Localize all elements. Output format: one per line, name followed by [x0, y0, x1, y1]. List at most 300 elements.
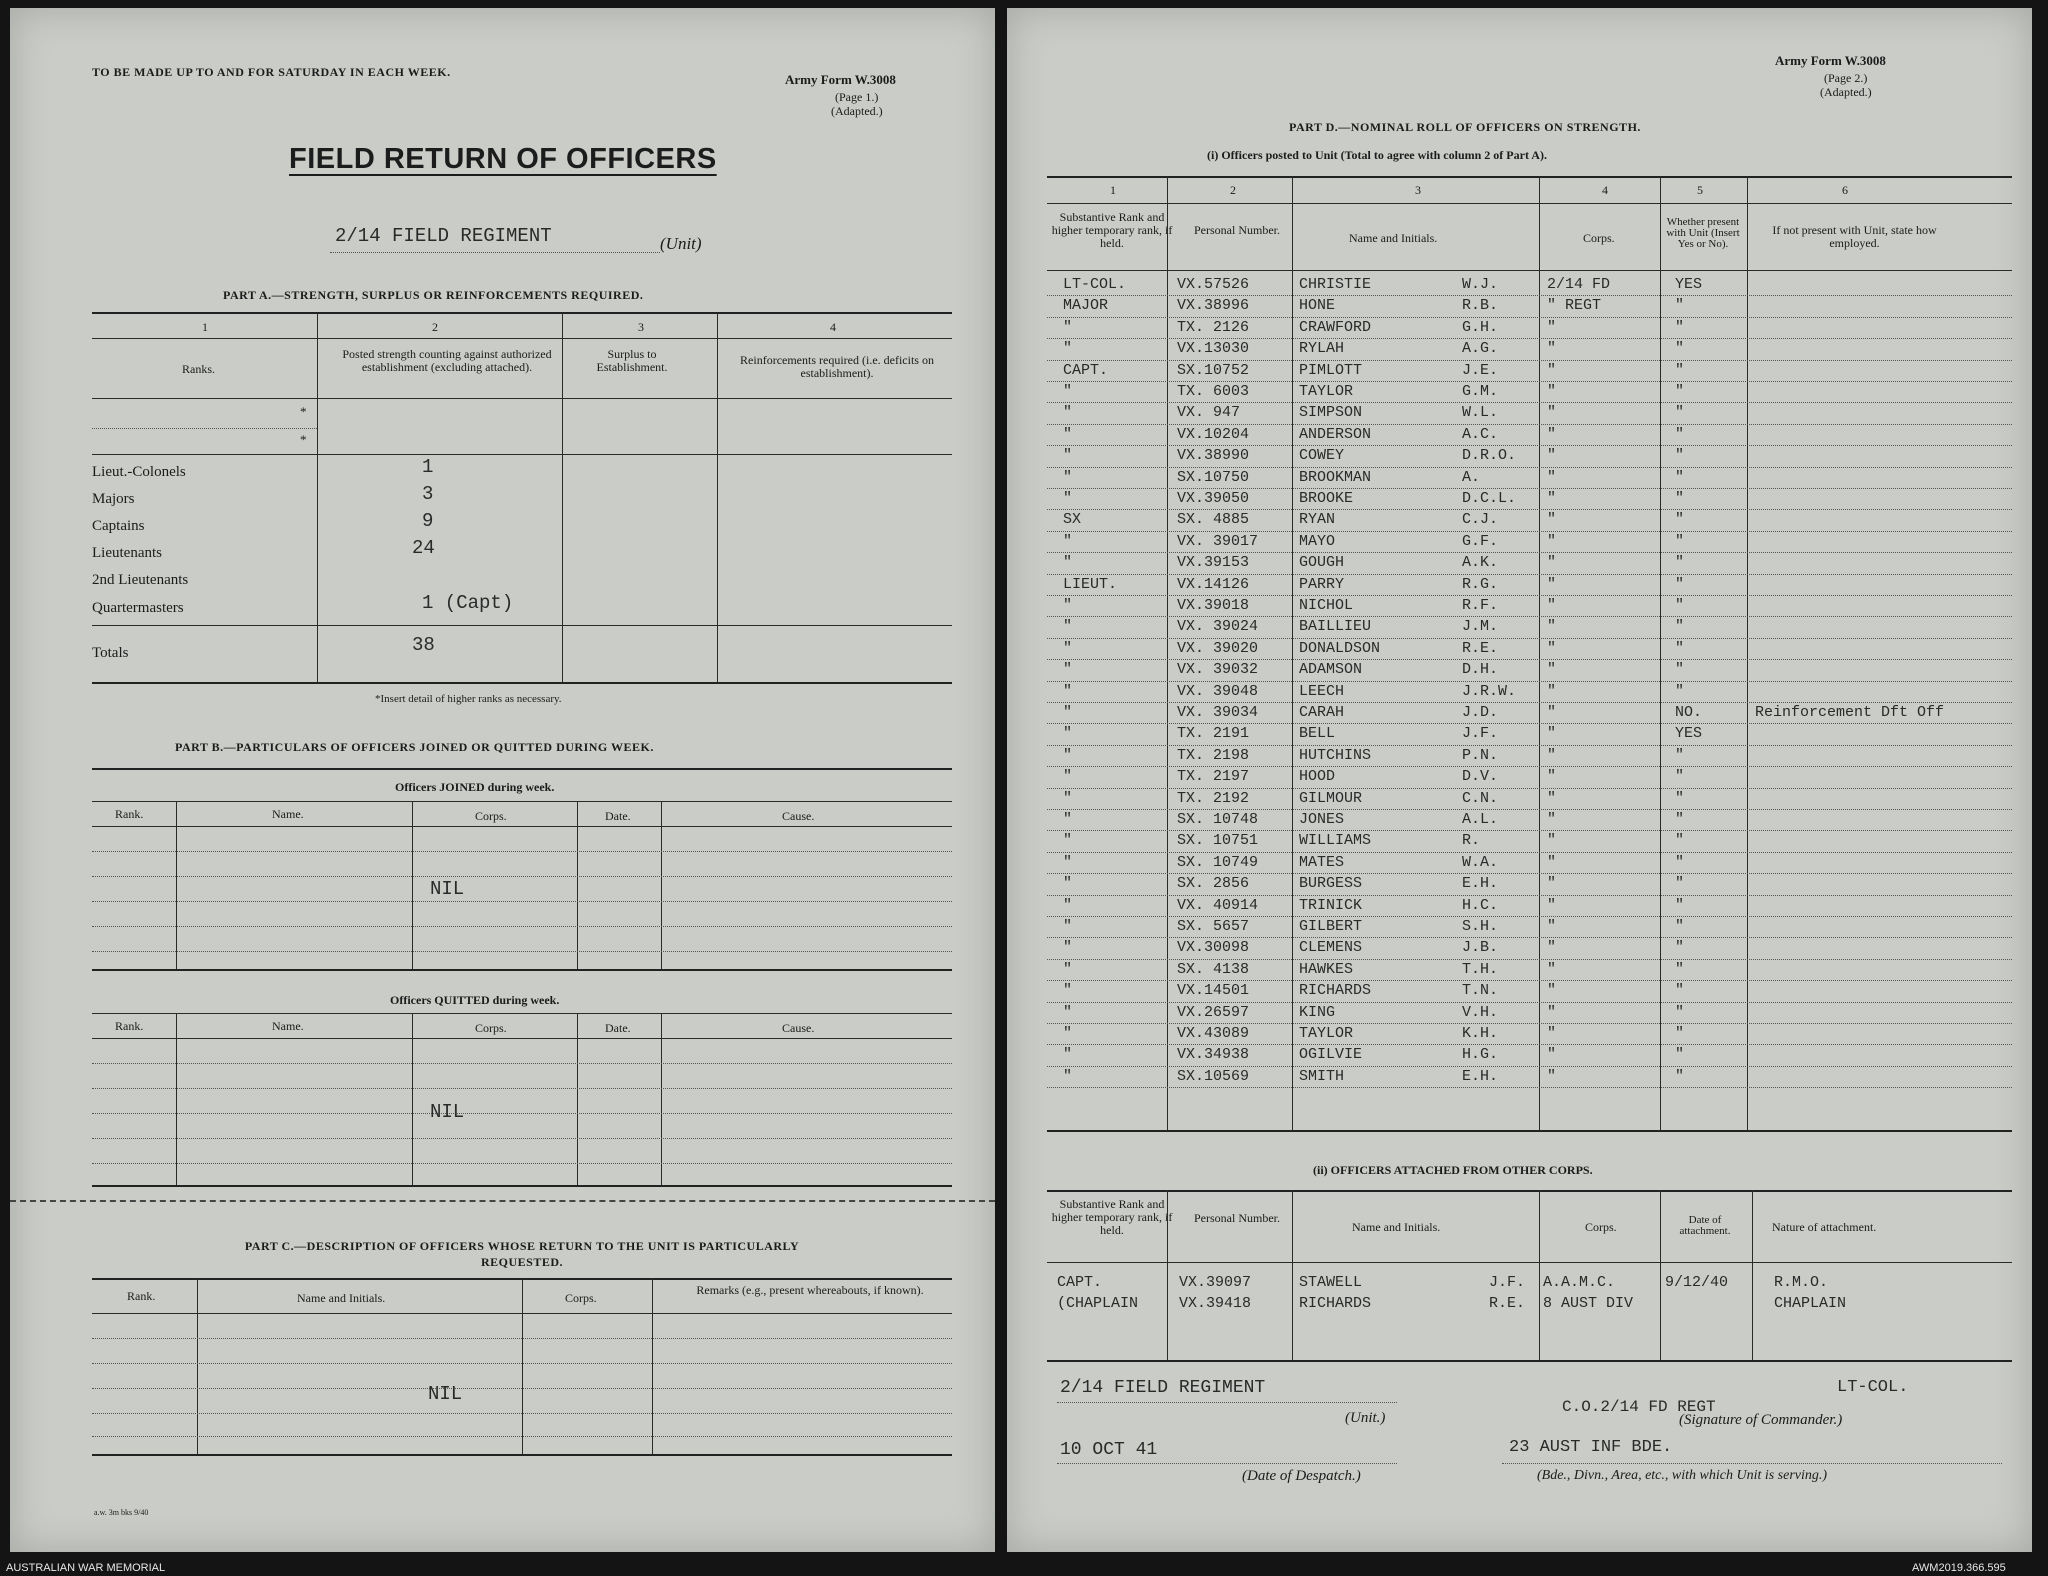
- officer-rank: ": [1063, 853, 1073, 871]
- officer-corps: ": [1547, 682, 1557, 700]
- officer-corps: ": [1547, 490, 1557, 507]
- officer-name: CARAH: [1299, 704, 1345, 721]
- officer-present: ": [1675, 447, 1685, 465]
- officer-rank: ": [1063, 1003, 1073, 1021]
- officer-rank: ": [1063, 447, 1073, 465]
- officer-initials: D.C.L.: [1462, 490, 1517, 507]
- officer-name: BROOKMAN: [1299, 468, 1372, 486]
- officer-initials: A.C.: [1462, 425, 1499, 443]
- col-number: 6: [1842, 183, 1848, 197]
- officer-corps: 2/14 FD: [1547, 276, 1611, 293]
- officer-number: VX. 39048: [1177, 682, 1259, 700]
- officer-name: PIMLOTT: [1299, 361, 1363, 379]
- officer-number: VX. 39020: [1177, 639, 1259, 657]
- col-header-corps: Corps.: [1583, 231, 1615, 245]
- quitted-nil: NIL: [430, 1101, 465, 1123]
- officer-corps: ": [1547, 789, 1557, 807]
- attached-initials: R.E.: [1489, 1295, 1526, 1312]
- officer-initials: R.E.: [1462, 639, 1499, 657]
- officer-number: VX. 947: [1177, 404, 1241, 422]
- officer-corps: ": [1547, 318, 1557, 336]
- officer-present: ": [1675, 425, 1685, 443]
- officer-name: GILBERT: [1299, 918, 1363, 935]
- officer-corps: ": [1547, 746, 1557, 764]
- rank-label: Captains: [92, 518, 145, 534]
- officer-initials: V.H.: [1462, 1003, 1499, 1021]
- officer-number: VX.38996: [1177, 297, 1250, 315]
- officer-corps: ": [1547, 361, 1557, 379]
- col-number: 4: [1602, 183, 1608, 197]
- officer-number: VX.38990: [1177, 447, 1250, 465]
- officer-corps: ": [1547, 383, 1557, 400]
- officer-number: TX. 2198: [1177, 746, 1250, 764]
- officer-initials: S.H.: [1462, 918, 1499, 935]
- officer-rank: ": [1063, 768, 1073, 786]
- officer-rank: ": [1063, 404, 1073, 422]
- joined-col-rank: Rank.: [115, 807, 144, 821]
- officer-corps: ": [1547, 832, 1557, 850]
- officer-present: YES: [1675, 725, 1703, 743]
- officer-rank: ": [1063, 597, 1073, 614]
- officer-present: ": [1675, 789, 1685, 807]
- officer-corps: ": [1547, 597, 1557, 614]
- rank-label: Majors: [92, 491, 135, 507]
- officer-present: ": [1675, 383, 1685, 400]
- attached-nature: R.M.O.: [1774, 1274, 1829, 1291]
- signature-label: (Signature of Commander.): [1679, 1412, 1843, 1428]
- asterisk-mark: *: [300, 432, 307, 447]
- attached-col-date: Date of attachment.: [1679, 1214, 1731, 1237]
- officer-present: ": [1675, 768, 1685, 786]
- fold-line: [10, 1200, 995, 1202]
- officer-number: VX.30098: [1177, 939, 1250, 957]
- part-a-heading: PART A.—STRENGTH, SURPLUS OR REINFORCEMENTS REQUIRED.: [223, 288, 644, 302]
- officer-initials: A.K.: [1462, 554, 1499, 572]
- officer-present: ": [1675, 811, 1685, 828]
- part-c-col-rank: Rank.: [127, 1289, 156, 1303]
- adapted-label: (Adapted.): [831, 104, 883, 118]
- officer-number: VX. 39017: [1177, 532, 1259, 550]
- officer-initials: K.H.: [1462, 1025, 1499, 1042]
- officer-present: ": [1675, 468, 1685, 486]
- officer-corps: ": [1547, 1003, 1557, 1021]
- officer-initials: J.B.: [1462, 939, 1499, 957]
- totals-label: Totals: [92, 645, 129, 661]
- officer-corps: ": [1547, 661, 1557, 679]
- officer-name: WILLIAMS: [1299, 832, 1372, 850]
- officer-corps: ": [1547, 1067, 1557, 1085]
- attached-number: VX.39097: [1179, 1274, 1252, 1291]
- attached-name: STAWELL: [1299, 1274, 1363, 1291]
- officer-initials: P.N.: [1462, 746, 1499, 764]
- officer-rank: SX: [1063, 511, 1082, 529]
- officer-rank: MAJOR: [1063, 297, 1109, 315]
- officer-initials: T.H.: [1462, 960, 1499, 978]
- officer-number: VX.34938: [1177, 1046, 1250, 1064]
- officer-number: VX.39018: [1177, 597, 1250, 614]
- part-b-heading: PART B.—PARTICULARS OF OFFICERS JOINED OR QUITTED DURING WEEK.: [175, 740, 654, 754]
- rank-label: Lieutenants: [92, 545, 162, 561]
- officer-present: NO.: [1675, 704, 1703, 721]
- attached-name: RICHARDS: [1299, 1295, 1372, 1312]
- officer-rank: ": [1063, 383, 1073, 400]
- quitted-heading: Officers QUITTED during week.: [390, 993, 560, 1007]
- officer-present: ": [1675, 511, 1685, 529]
- officer-initials: D.H.: [1462, 661, 1499, 679]
- officer-present: ": [1675, 639, 1685, 657]
- officer-name: HOOD: [1299, 768, 1336, 786]
- despatch-label: (Date of Despatch.): [1242, 1468, 1361, 1484]
- officer-name: HAWKES: [1299, 960, 1354, 978]
- officer-number: VX.57526: [1177, 276, 1250, 293]
- col-header-rank: Substantive Rank and higher temporary rank, if held.: [1051, 210, 1173, 250]
- officer-corps: ": [1547, 554, 1557, 572]
- officer-number: VX.14126: [1177, 575, 1250, 593]
- col-number: 2: [1230, 183, 1236, 197]
- despatch-date: 10 OCT 41: [1060, 1440, 1158, 1460]
- officer-initials: H.G.: [1462, 1046, 1499, 1064]
- joined-col-date: Date.: [605, 809, 631, 823]
- col-number: 5: [1697, 183, 1703, 197]
- officer-initials: D.V.: [1462, 768, 1499, 786]
- asterisk-mark: *: [300, 404, 307, 419]
- officer-number: SX. 4138: [1177, 960, 1250, 978]
- right-page: [1007, 8, 2032, 1552]
- officer-initials: D.R.O.: [1462, 447, 1517, 465]
- officer-present: ": [1675, 982, 1685, 1000]
- officer-rank: ": [1063, 554, 1073, 572]
- officer-rank: ": [1063, 1046, 1073, 1064]
- officer-rank: ": [1063, 532, 1073, 550]
- officer-name: TAYLOR: [1299, 1025, 1354, 1042]
- officer-corps: ": [1547, 639, 1557, 657]
- officer-initials: C.J.: [1462, 511, 1499, 529]
- officer-number: SX. 2856: [1177, 875, 1250, 893]
- officer-name: RYAN: [1299, 511, 1336, 529]
- unit-label: (Unit.): [1345, 1410, 1386, 1426]
- officer-corps: ": [1547, 511, 1557, 529]
- officer-initials: R.G.: [1462, 575, 1499, 593]
- officer-rank: ": [1063, 960, 1073, 978]
- posted-value: 3: [422, 483, 434, 505]
- officer-present: ": [1675, 490, 1685, 507]
- officer-number: SX.10750: [1177, 468, 1250, 486]
- officer-number: VX.10204: [1177, 425, 1250, 443]
- officer-rank: ": [1063, 490, 1073, 507]
- col-header-reinforcements: Reinforcements required (i.e. deficits on establishment).: [740, 353, 934, 380]
- officer-name: TAYLOR: [1299, 383, 1354, 400]
- officer-number: VX. 40914: [1177, 896, 1259, 914]
- officer-corps: ": [1547, 618, 1557, 636]
- officer-name: MATES: [1299, 853, 1345, 871]
- officer-rank: ": [1063, 939, 1073, 957]
- officer-corps: ": [1547, 725, 1557, 743]
- officer-present: ": [1675, 404, 1685, 422]
- col-number: 3: [1415, 183, 1421, 197]
- attached-rank: (CHAPLAIN: [1057, 1295, 1139, 1312]
- officer-number: SX. 10748: [1177, 811, 1259, 828]
- officer-number: TX. 2191: [1177, 725, 1250, 743]
- officer-present: ": [1675, 853, 1685, 871]
- officer-name: RICHARDS: [1299, 982, 1372, 1000]
- officer-corps: ": [1547, 768, 1557, 786]
- attached-rank: CAPT.: [1057, 1274, 1103, 1291]
- officer-corps: ": [1547, 1025, 1557, 1042]
- part-a-footnote: *Insert detail of higher ranks as necessary.: [375, 693, 562, 705]
- commander-title: C.O.2/14 FD REGT: [1562, 1398, 1716, 1416]
- joined-nil: NIL: [430, 878, 465, 900]
- officer-rank: ": [1063, 1067, 1073, 1085]
- officer-present: ": [1675, 1003, 1685, 1021]
- officer-initials: J.E.: [1462, 361, 1499, 379]
- left-page: [10, 8, 995, 1552]
- quitted-col-date: Date.: [605, 1021, 631, 1035]
- officer-present: ": [1675, 682, 1685, 700]
- attached-corps: A.A.M.C.: [1543, 1274, 1616, 1291]
- officer-corps: ": [1547, 853, 1557, 871]
- officer-name: RYLAH: [1299, 340, 1345, 358]
- officer-name: LEECH: [1299, 682, 1345, 700]
- attached-date: 9/12/40: [1665, 1274, 1729, 1291]
- officer-name: CRAWFORD: [1299, 318, 1372, 336]
- officer-name: BAILLIEU: [1299, 618, 1372, 636]
- officer-rank: ": [1063, 1025, 1073, 1042]
- posted-value: 9: [422, 510, 434, 532]
- col-header-posted: Posted strength counting against authorized establishment (excluding attached).: [342, 347, 552, 374]
- officer-present: ": [1675, 1067, 1685, 1085]
- officer-number: VX.39153: [1177, 554, 1250, 572]
- officer-present: ": [1675, 896, 1685, 914]
- officer-number: VX.43089: [1177, 1025, 1250, 1042]
- officer-present: ": [1675, 597, 1685, 614]
- officer-name: COWEY: [1299, 447, 1345, 465]
- page-label: (Page 1.): [835, 90, 879, 104]
- officer-name: ADAMSON: [1299, 661, 1363, 679]
- officer-corps: ": [1547, 575, 1557, 593]
- officer-initials: J.D.: [1462, 704, 1499, 721]
- officer-present: ": [1675, 1046, 1685, 1064]
- institution-label: AUSTRALIAN WAR MEMORIAL: [6, 1562, 166, 1574]
- officer-rank: ": [1063, 875, 1073, 893]
- officer-corps: ": [1547, 425, 1557, 443]
- officer-number: VX.26597: [1177, 1003, 1250, 1021]
- col-header-present: Whether present with Unit (Insert Yes or No).: [1666, 216, 1740, 250]
- officer-rank: ": [1063, 704, 1073, 721]
- officer-present: ": [1675, 875, 1685, 893]
- col-number: 4: [830, 320, 836, 334]
- officer-initials: G.F.: [1462, 532, 1499, 550]
- officer-name: ANDERSON: [1299, 425, 1372, 443]
- officer-name: KING: [1299, 1003, 1336, 1021]
- attached-col-name: Name and Initials.: [1352, 1220, 1441, 1234]
- officer-rank: ": [1063, 725, 1073, 743]
- reference-number: AWM2019.366.595: [1912, 1562, 2006, 1574]
- officer-present: ": [1675, 1025, 1685, 1042]
- officer-initials: A.L.: [1462, 811, 1499, 828]
- officer-number: VX.13030: [1177, 340, 1250, 358]
- adapted-label: (Adapted.): [1820, 85, 1872, 99]
- officer-rank: ": [1063, 832, 1073, 850]
- officer-name: DONALDSON: [1299, 639, 1381, 657]
- officer-name: GILMOUR: [1299, 789, 1363, 807]
- officer-name: OGILVIE: [1299, 1046, 1363, 1064]
- officer-rank: CAPT.: [1063, 361, 1109, 379]
- officer-corps: ": [1547, 340, 1557, 358]
- part-c-heading: [92, 1238, 952, 1270]
- brigade-label: (Bde., Divn., Area, etc., with which Unit is serving.): [1537, 1468, 1828, 1483]
- officer-number: SX. 10749: [1177, 853, 1259, 871]
- officer-present: ": [1675, 918, 1685, 935]
- officer-initials: A.G.: [1462, 340, 1499, 358]
- attached-col-nature: Nature of attachment.: [1772, 1220, 1877, 1234]
- officer-corps: ": [1547, 404, 1557, 422]
- sub-i-heading: (i) Officers posted to Unit (Total to agree with column 2 of Part A).: [1207, 148, 1547, 162]
- officer-name: HUTCHINS: [1299, 746, 1372, 764]
- officer-rank: ": [1063, 682, 1073, 700]
- totals-value: 38: [412, 634, 435, 656]
- col-number: 2: [432, 320, 438, 334]
- officer-corps: ": [1547, 468, 1557, 486]
- joined-col-corps: Corps.: [475, 809, 507, 823]
- col-number: 3: [638, 320, 644, 334]
- officer-present: ": [1675, 960, 1685, 978]
- officer-initials: E.H.: [1462, 875, 1499, 893]
- sub-ii-heading: (ii) OFFICERS ATTACHED FROM OTHER CORPS.: [1313, 1163, 1593, 1177]
- officer-initials: W.J.: [1462, 276, 1499, 293]
- joined-col-name: Name.: [272, 807, 304, 821]
- part-c-col-remarks: Remarks (e.g., present whereabouts, if known).: [696, 1283, 924, 1297]
- officer-number: SX. 5657: [1177, 918, 1250, 935]
- officer-initials: J.M.: [1462, 618, 1499, 636]
- officer-initials: A.: [1462, 468, 1481, 486]
- officer-corps: ": [1547, 447, 1557, 465]
- officer-corps: ": [1547, 532, 1557, 550]
- officer-present: ": [1675, 361, 1685, 379]
- part-c-heading-line2: REQUESTED.: [480, 1255, 564, 1269]
- officer-name: SIMPSON: [1299, 404, 1363, 422]
- officer-present: ": [1675, 318, 1685, 336]
- officer-corps: ": [1547, 1046, 1557, 1064]
- print-code: a.w. 3m bks 9/40: [94, 1508, 149, 1517]
- officer-employed: Reinforcement Dft Off: [1755, 704, 1945, 721]
- officer-name: MAYO: [1299, 532, 1336, 550]
- officer-name: PARRY: [1299, 575, 1345, 593]
- attached-nature: CHAPLAIN: [1774, 1295, 1847, 1312]
- officer-corps: ": [1547, 939, 1557, 957]
- col-number: 1: [202, 320, 208, 334]
- officer-present: ": [1675, 746, 1685, 764]
- officer-initials: H.C.: [1462, 896, 1499, 914]
- officer-corps: ": [1547, 875, 1557, 893]
- officer-number: TX. 2192: [1177, 789, 1250, 807]
- page-title: FIELD RETURN OF OFFICERS: [289, 143, 717, 175]
- officer-initials: W.L.: [1462, 404, 1499, 422]
- officer-name: BELL: [1299, 725, 1336, 743]
- officer-number: SX.10569: [1177, 1067, 1250, 1085]
- officer-rank: LIEUT.: [1063, 575, 1118, 593]
- brigade-value: 23 AUST INF BDE.: [1509, 1438, 1673, 1457]
- officer-initials: T.N.: [1462, 982, 1499, 1000]
- rank-label: Quartermasters: [92, 600, 184, 616]
- officer-rank: ": [1063, 639, 1073, 657]
- officer-corps: " REGT: [1547, 297, 1602, 315]
- commander-rank: LT-COL.: [1837, 1378, 1909, 1397]
- officer-number: VX. 39024: [1177, 618, 1259, 636]
- officer-rank: ": [1063, 789, 1073, 807]
- officer-rank: ": [1063, 661, 1073, 679]
- officer-initials: R.: [1462, 832, 1481, 850]
- officer-present: YES: [1675, 276, 1703, 293]
- part-c-heading-line1: PART C.—DESCRIPTION OF OFFICERS WHOSE RETURN TO THE UNIT IS PARTICULARLY: [244, 1239, 800, 1253]
- officer-initials: J.R.W.: [1462, 682, 1517, 700]
- unit-value: 2/14 FIELD REGIMENT: [335, 225, 552, 247]
- officer-name: BURGESS: [1299, 875, 1363, 893]
- officer-present: ": [1675, 832, 1685, 850]
- officer-corps: ": [1547, 982, 1557, 1000]
- attached-initials: J.F.: [1489, 1274, 1526, 1291]
- quitted-col-corps: Corps.: [475, 1021, 507, 1035]
- officer-initials: R.B.: [1462, 297, 1499, 315]
- officer-initials: J.F.: [1462, 725, 1499, 743]
- officer-rank: ": [1063, 468, 1073, 486]
- col-number: 1: [1110, 183, 1116, 197]
- header-instruction: TO BE MADE UP TO AND FOR SATURDAY IN EACH WEEK.: [92, 65, 451, 79]
- attached-col-corps: Corps.: [1585, 1220, 1617, 1234]
- officer-name: BROOKE: [1299, 490, 1354, 507]
- attached-number: VX.39418: [1179, 1295, 1252, 1312]
- officer-rank: LT-COL.: [1063, 276, 1127, 293]
- col-header-employed: If not present with Unit, state how employed.: [1772, 223, 1937, 250]
- officer-rank: ": [1063, 318, 1073, 336]
- officer-name: CHRISTIE: [1299, 276, 1372, 293]
- part-c-col-name: Name and Initials.: [297, 1291, 386, 1305]
- rank-label: 2nd Lieutenants: [92, 572, 189, 588]
- col-header-name: Name and Initials.: [1349, 231, 1438, 245]
- officer-name: CLEMENS: [1299, 939, 1363, 957]
- officer-rank: ": [1063, 918, 1073, 935]
- officer-present: ": [1675, 618, 1685, 636]
- officer-present: ": [1675, 661, 1685, 679]
- officer-number: VX.39050: [1177, 490, 1250, 507]
- officer-initials: G.M.: [1462, 383, 1499, 400]
- unit-value: 2/14 FIELD REGIMENT: [1060, 1378, 1266, 1398]
- officer-rank: ": [1063, 425, 1073, 443]
- officer-initials: W.A.: [1462, 853, 1499, 871]
- officer-initials: E.H.: [1462, 1067, 1499, 1085]
- officer-number: TX. 2126: [1177, 318, 1250, 336]
- officer-initials: G.H.: [1462, 318, 1499, 336]
- officer-number: VX.14501: [1177, 982, 1250, 1000]
- part-c-nil: NIL: [428, 1383, 463, 1405]
- officer-rank: ": [1063, 340, 1073, 358]
- officer-present: ": [1675, 532, 1685, 550]
- officer-name: SMITH: [1299, 1067, 1345, 1085]
- officer-corps: ": [1547, 960, 1557, 978]
- part-c-col-corps: Corps.: [565, 1291, 597, 1305]
- unit-label: (Unit): [660, 234, 702, 253]
- col-header-surplus: Surplus to Establishment.: [596, 347, 668, 374]
- joined-heading: Officers JOINED during week.: [395, 780, 555, 794]
- attached-col-rank: Substantive Rank and higher temporary rank, if held.: [1051, 1197, 1173, 1237]
- officer-present: ": [1675, 575, 1685, 593]
- form-number: Army Form W.3008: [785, 72, 896, 87]
- officer-name: NICHOL: [1299, 597, 1354, 614]
- officer-rank: ": [1063, 896, 1073, 914]
- officer-name: TRINICK: [1299, 896, 1363, 914]
- attached-col-number: Personal Number.: [1194, 1211, 1280, 1225]
- officer-corps: ": [1547, 896, 1557, 914]
- officer-number: SX. 10751: [1177, 832, 1259, 850]
